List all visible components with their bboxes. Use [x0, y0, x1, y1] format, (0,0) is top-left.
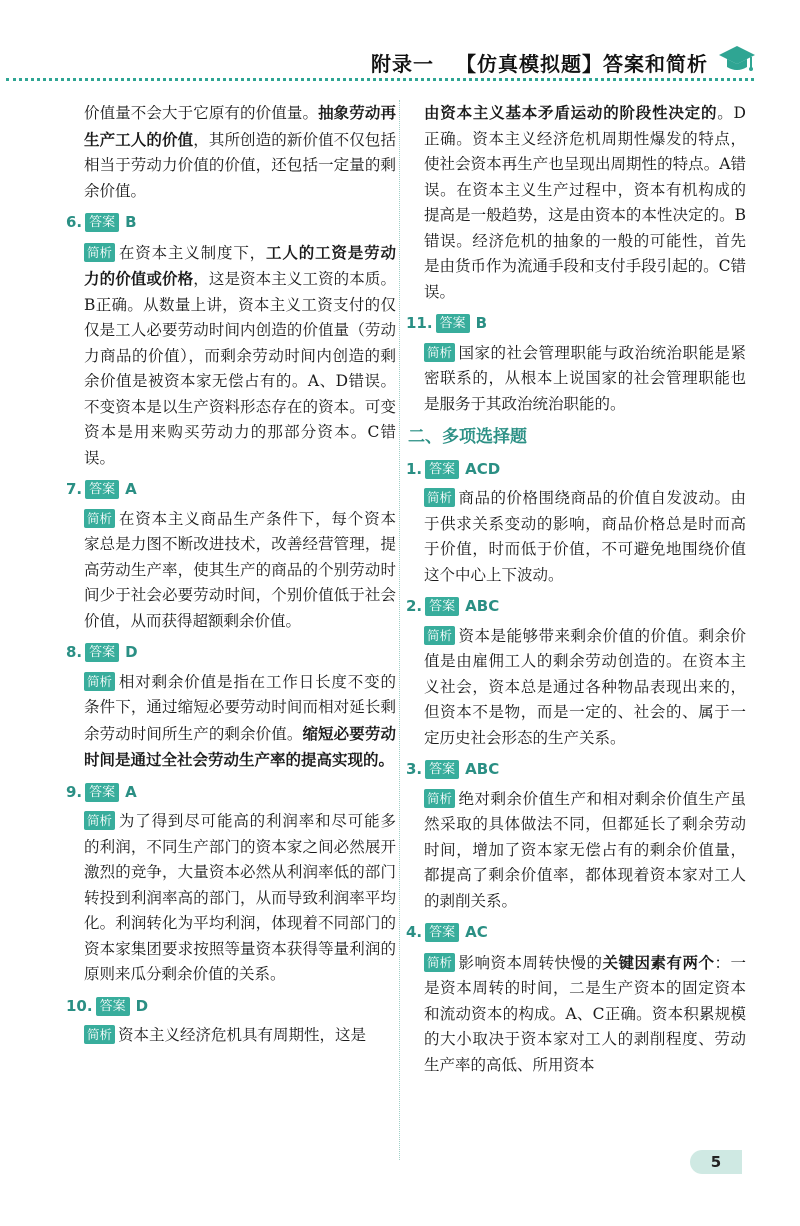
q8-analysis: 简析 相对剩余价值是指在工作日长度不变的条件下，通过缩短必要劳动时间而相对延长剩余劳动时间所生产的剩余价值。缩短必要劳动时间是通过全社会劳动生产率的提高实现的。	[84, 672, 396, 769]
answer-badge: 答案	[85, 783, 119, 802]
answer-badge: 答案	[96, 997, 130, 1016]
m3-analysis: 简析 绝对剩余价值生产和相对剩余价值生产虽然采取的具体做法不同，但都延长了剩余劳动时间，增加了资本家无偿占有的剩余价值量，都提高了剩余价值率，都体现着资本家对工人的剥削关系。	[424, 789, 746, 910]
q11-answer-row: 11. 答案 B	[406, 311, 746, 337]
q8-answer-row: 8. 答案 D	[66, 640, 396, 666]
m2-analysis: 简析 资本是能够带来剩余价值的价值。剩余价值是由雇佣工人的剩余劳动创造的。在资本主义社会，资本总是通过各种物品表现出来的，但资本不是物，而是一定的、社会的、属于一定历史社会形态的生产关系。	[424, 626, 746, 747]
page-number: 5	[690, 1150, 742, 1174]
answer-badge: 答案	[85, 643, 119, 662]
analysis-badge: 简析	[84, 509, 115, 528]
m3-answer: ABC	[465, 760, 500, 778]
analysis-badge: 简析	[424, 343, 455, 362]
header-dotted-rule	[6, 78, 754, 81]
answer-badge: 答案	[85, 480, 119, 499]
q10-analysis: 简析 资本主义经济危机具有周期性，这是	[84, 1023, 396, 1049]
q10-answer: D	[135, 996, 149, 1015]
analysis-badge: 简析	[424, 488, 455, 507]
q9-answer: A	[125, 782, 137, 801]
m2-answer: ABC	[465, 597, 500, 615]
m4-answer: AC	[465, 923, 488, 941]
m1-answer-row: 1. 答案 ACD	[406, 457, 746, 483]
analysis-badge: 简析	[424, 789, 455, 808]
analysis-badge: 简析	[84, 672, 115, 691]
graduation-cap-icon	[718, 44, 756, 74]
answer-badge: 答案	[425, 597, 459, 616]
q9-answer-row: 9. 答案 A	[66, 780, 396, 806]
answer-badge: 答案	[425, 923, 459, 942]
analysis-badge: 简析	[84, 1025, 115, 1044]
m4-answer-row: 4. 答案 AC	[406, 920, 746, 946]
answer-badge: 答案	[425, 460, 459, 479]
answer-badge: 答案	[85, 213, 119, 232]
continued-paragraph: 价值量不会大于它原有的价值量。抽象劳动再生产工人的价值，其所创造的新价值不仅包括相当于劳动力价值的价值，还包括一定量的剩余价值。	[84, 103, 396, 200]
q11-answer: B	[475, 314, 488, 332]
left-column	[66, 100, 396, 1049]
section-heading-multiple-choice: 二、多项选择题	[408, 427, 527, 447]
analysis-badge: 简析	[424, 626, 455, 645]
answer-badge: 答案	[425, 760, 459, 779]
m4-analysis: 简析 影响资本周转快慢的关键因素有两个：一是资本周转的时间，二是生产资本的固定资本和流动资本的构成。A、C正确。资本积累规模的大小取决于资本家对工人的剥削程度、劳动生产率的高低、所用资本	[424, 952, 746, 1074]
right-column	[406, 100, 746, 1078]
q10-analysis-continued: 由资本主义基本矛盾运动的阶段性决定的。D正确。资本主义经济危机周期性爆发的特点，使社会资本再生产也呈现出周期性的特点。A错误。在资本主义生产过程中，资本有机构成的提高是一般趋势，这是由资本的本性决定的。B错误。经济危机的抽象的一般的可能性，首先是由货币作为流通手段和支付手段引起的。C错误。	[424, 103, 746, 301]
q6-analysis: 简析 在资本主义制度下，工人的工资是劳动力的价值或价格，这是资本主义工资的本质。B正确。从数量上讲，资本主义工资支付的仅仅是工人必要劳动时间内创造的价值量（劳动力商品的价值），而剩余劳动时间内创造的剩余价值是被资本家无偿占有的。A、D错误。不变资本是以生产资料形态存在的资本。可变资本是用来购买劳动力的那部分资本。C错误。	[84, 242, 396, 467]
m3-answer-row: 3. 答案 ABC	[406, 757, 746, 783]
m1-answer: ACD	[465, 459, 501, 478]
header-section: 【仿真模拟题】答案和简析	[456, 52, 708, 76]
analysis-badge: 简析	[84, 243, 115, 262]
header-title	[371, 48, 708, 77]
q6-answer-row: 6. 答案 B	[66, 210, 396, 236]
q7-answer-row: 7. 答案 A	[66, 477, 396, 503]
q7-analysis: 简析 在资本主义商品生产条件下，每个资本家总是力图不断改进技术，改善经营管理，提高劳动生产率，使其生产的商品的个别劳动时间少于社会必要劳动时间，个别价值低于社会价值，从而获得超额剩余价值。	[84, 509, 396, 630]
m2-answer-row: 2. 答案 ABC	[406, 594, 746, 620]
m1-analysis: 简析 商品的价格围绕商品的价值自发波动。由于供求关系变动的影响，商品价格总是时而高于价值，时而低于价值，不可避免地围绕价值这个中心上下波动。	[424, 489, 746, 584]
q7-answer: A	[125, 480, 137, 498]
answer-badge: 答案	[436, 314, 470, 333]
analysis-badge: 简析	[424, 953, 455, 972]
q10-answer-row: 10. 答案 D	[66, 994, 396, 1020]
q11-analysis: 简析 国家的社会管理职能与政治统治职能是紧密联系的，从根本上说国家的社会管理职能也是服务于其政治统治职能的。	[424, 343, 746, 413]
column-divider	[399, 100, 400, 1160]
q9-analysis: 简析 为了得到尽可能高的利润率和尽可能多的利润，不同生产部门的资本家之间必然展开激烈的竞争，大量资本必然从利润率低的部门转投到利润率高的部门，从而导致利润率平均化。利润转化为平均利润，体现着不同部门的资本家集团要求按照等量资本获得等量利润的原则来瓜分剩余价值的关系。	[84, 812, 396, 983]
q6-answer: B	[125, 213, 137, 231]
analysis-badge: 简析	[84, 811, 115, 830]
q8-answer: D	[125, 643, 138, 661]
page-header	[0, 0, 800, 92]
header-appendix: 附录一	[371, 52, 434, 76]
